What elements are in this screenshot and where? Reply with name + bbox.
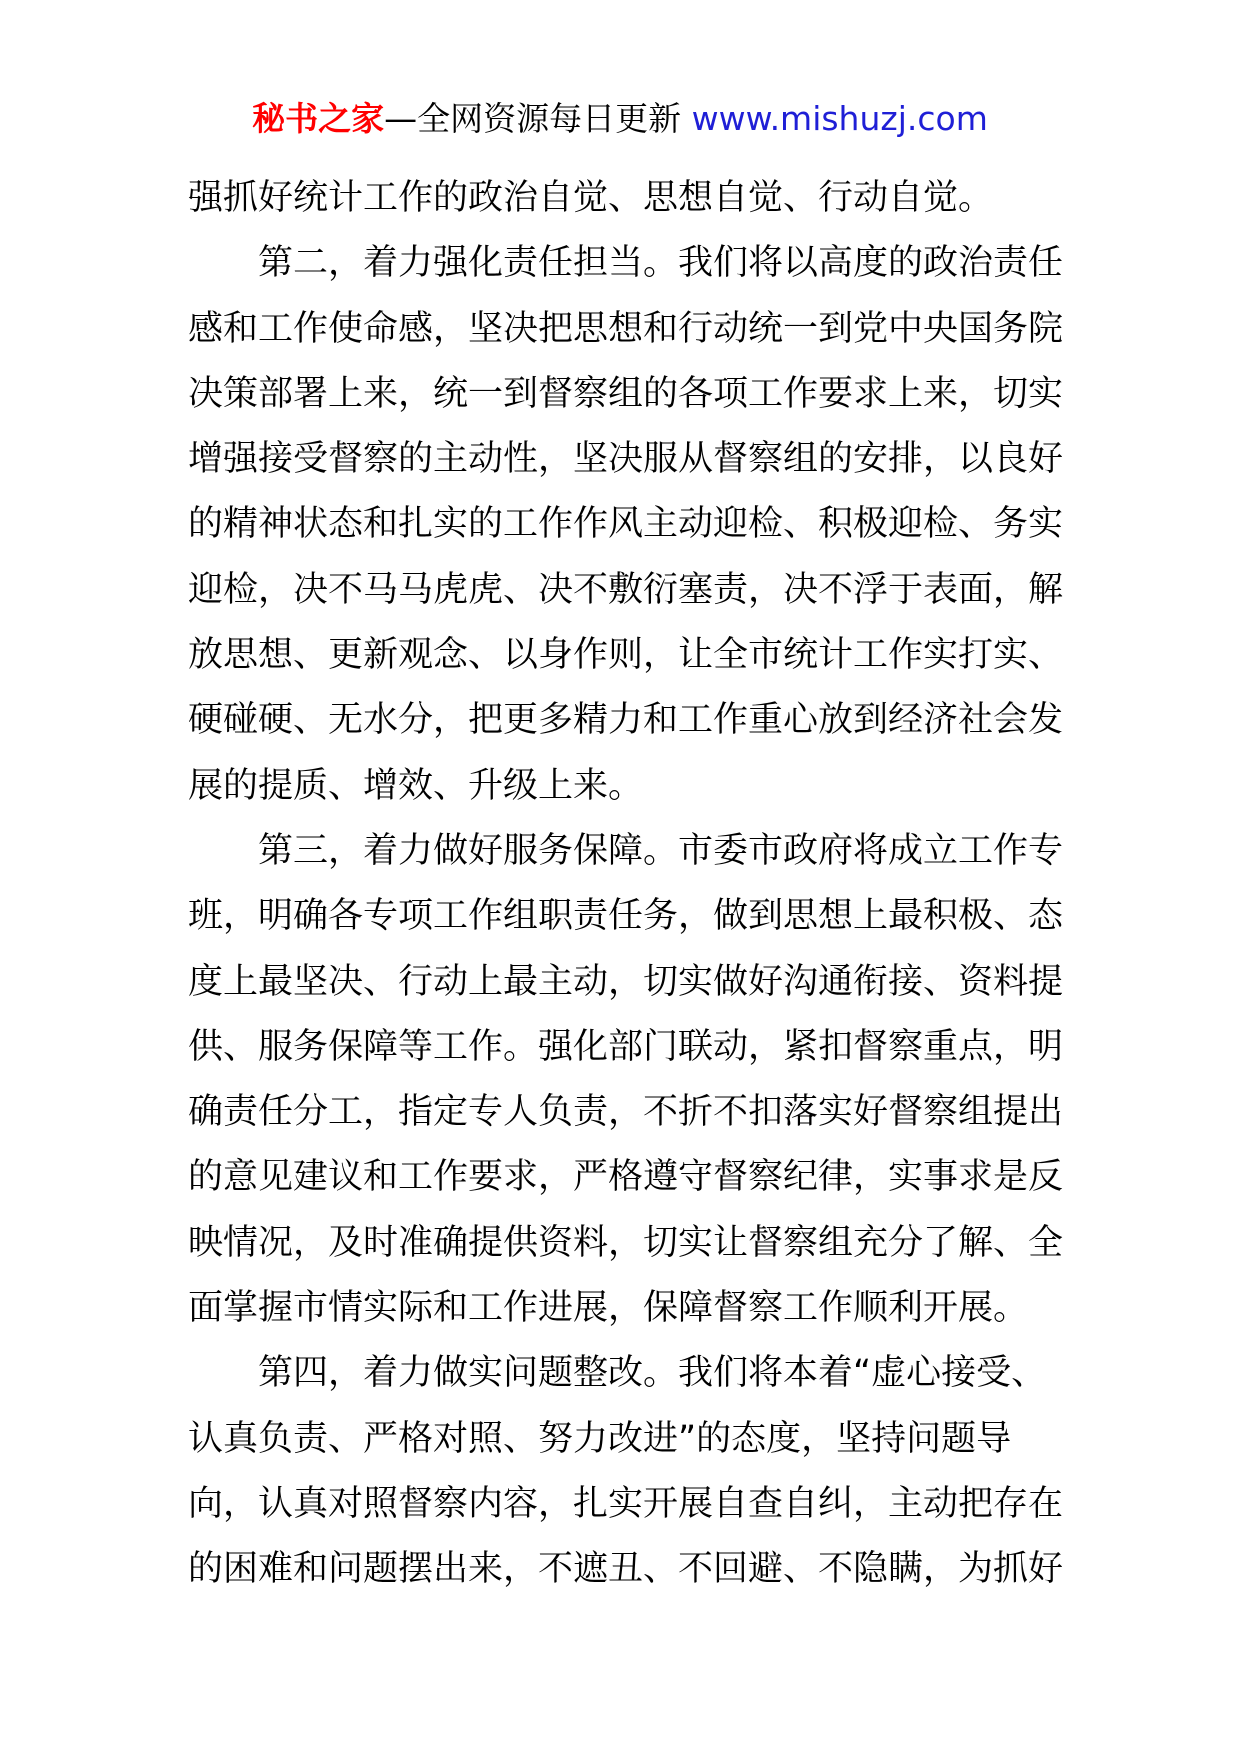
paragraph-start-line: 第四，着力做实问题整改。我们将本着“虚心接受、 [258,1353,1047,1394]
text-line: 感和工作使命感，坚决把思想和行动统一到党中央国务院 [188,308,1064,349]
paragraph-start-line: 第三，着力做好服务保障。市委市政府将成立工作专 [258,830,1064,871]
text-line: 面掌握市情实际和工作进展，保障督察工作顺利开展。 [188,1288,1029,1329]
brand-name: 秘书之家 [252,99,385,138]
site-header [0,96,1240,142]
text-line: 的困难和问题摆出来，不遮丑、不回避、不隐瞒，为抓好 [188,1549,1064,1590]
paragraph-start-line: 第二，着力强化责任担当。我们将以高度的政治责任 [258,243,1064,284]
text-line: 硬碰硬、无水分，把更多精力和工作重心放到经济社会发 [188,700,1064,741]
text-line: 强抓好统计工作的政治自觉、思想自觉、行动自觉。 [188,178,994,218]
text-line: 展的提质、增效、升级上来。 [188,765,644,806]
text-line: 增强接受督察的主动性，坚决服从督察组的安排，以良好 [188,439,1064,480]
text-line: 的意见建议和工作要求，严格遵守督察纪律，实事求是反 [188,1157,1064,1198]
text-line: 班，明确各专项工作组职责任务，做到思想上最积极、态 [188,896,1064,937]
site-url-link[interactable]: www.mishuzj.com [691,99,988,138]
text-line: 认真负责、严格对照、努力改进”的态度，坚持问题导 [188,1418,1012,1459]
header-slogan: —全网资源每日更新 [384,99,692,138]
text-line: 供、服务保障等工作。强化部门联动，紧扣督察重点，明 [188,1026,1064,1067]
text-line: 迎检，决不马马虎虎、决不敷衍塞责，决不浮于表面，解 [188,569,1064,610]
text-line: 确责任分工，指定专人负责，不折不扣落实好督察组提出 [188,1092,1064,1133]
text-line: 放思想、更新观念、以身作则，让全市统计工作实打实、 [188,635,1064,676]
text-line: 向，认真对照督察内容，扎实开展自查自纠，主动把存在 [188,1483,1064,1524]
text-line: 决策部署上来，统一到督察组的各项工作要求上来，切实 [188,373,1064,414]
document-body [188,166,1068,1603]
text-line: 的精神状态和扎实的工作作风主动迎检、积极迎检、务实 [188,504,1064,545]
text-line: 度上最坚决、行动上最主动，切实做好沟通衔接、资料提 [188,961,1064,1002]
text-line: 映情况，及时准确提供资料，切实让督察组充分了解、全 [188,1222,1064,1263]
